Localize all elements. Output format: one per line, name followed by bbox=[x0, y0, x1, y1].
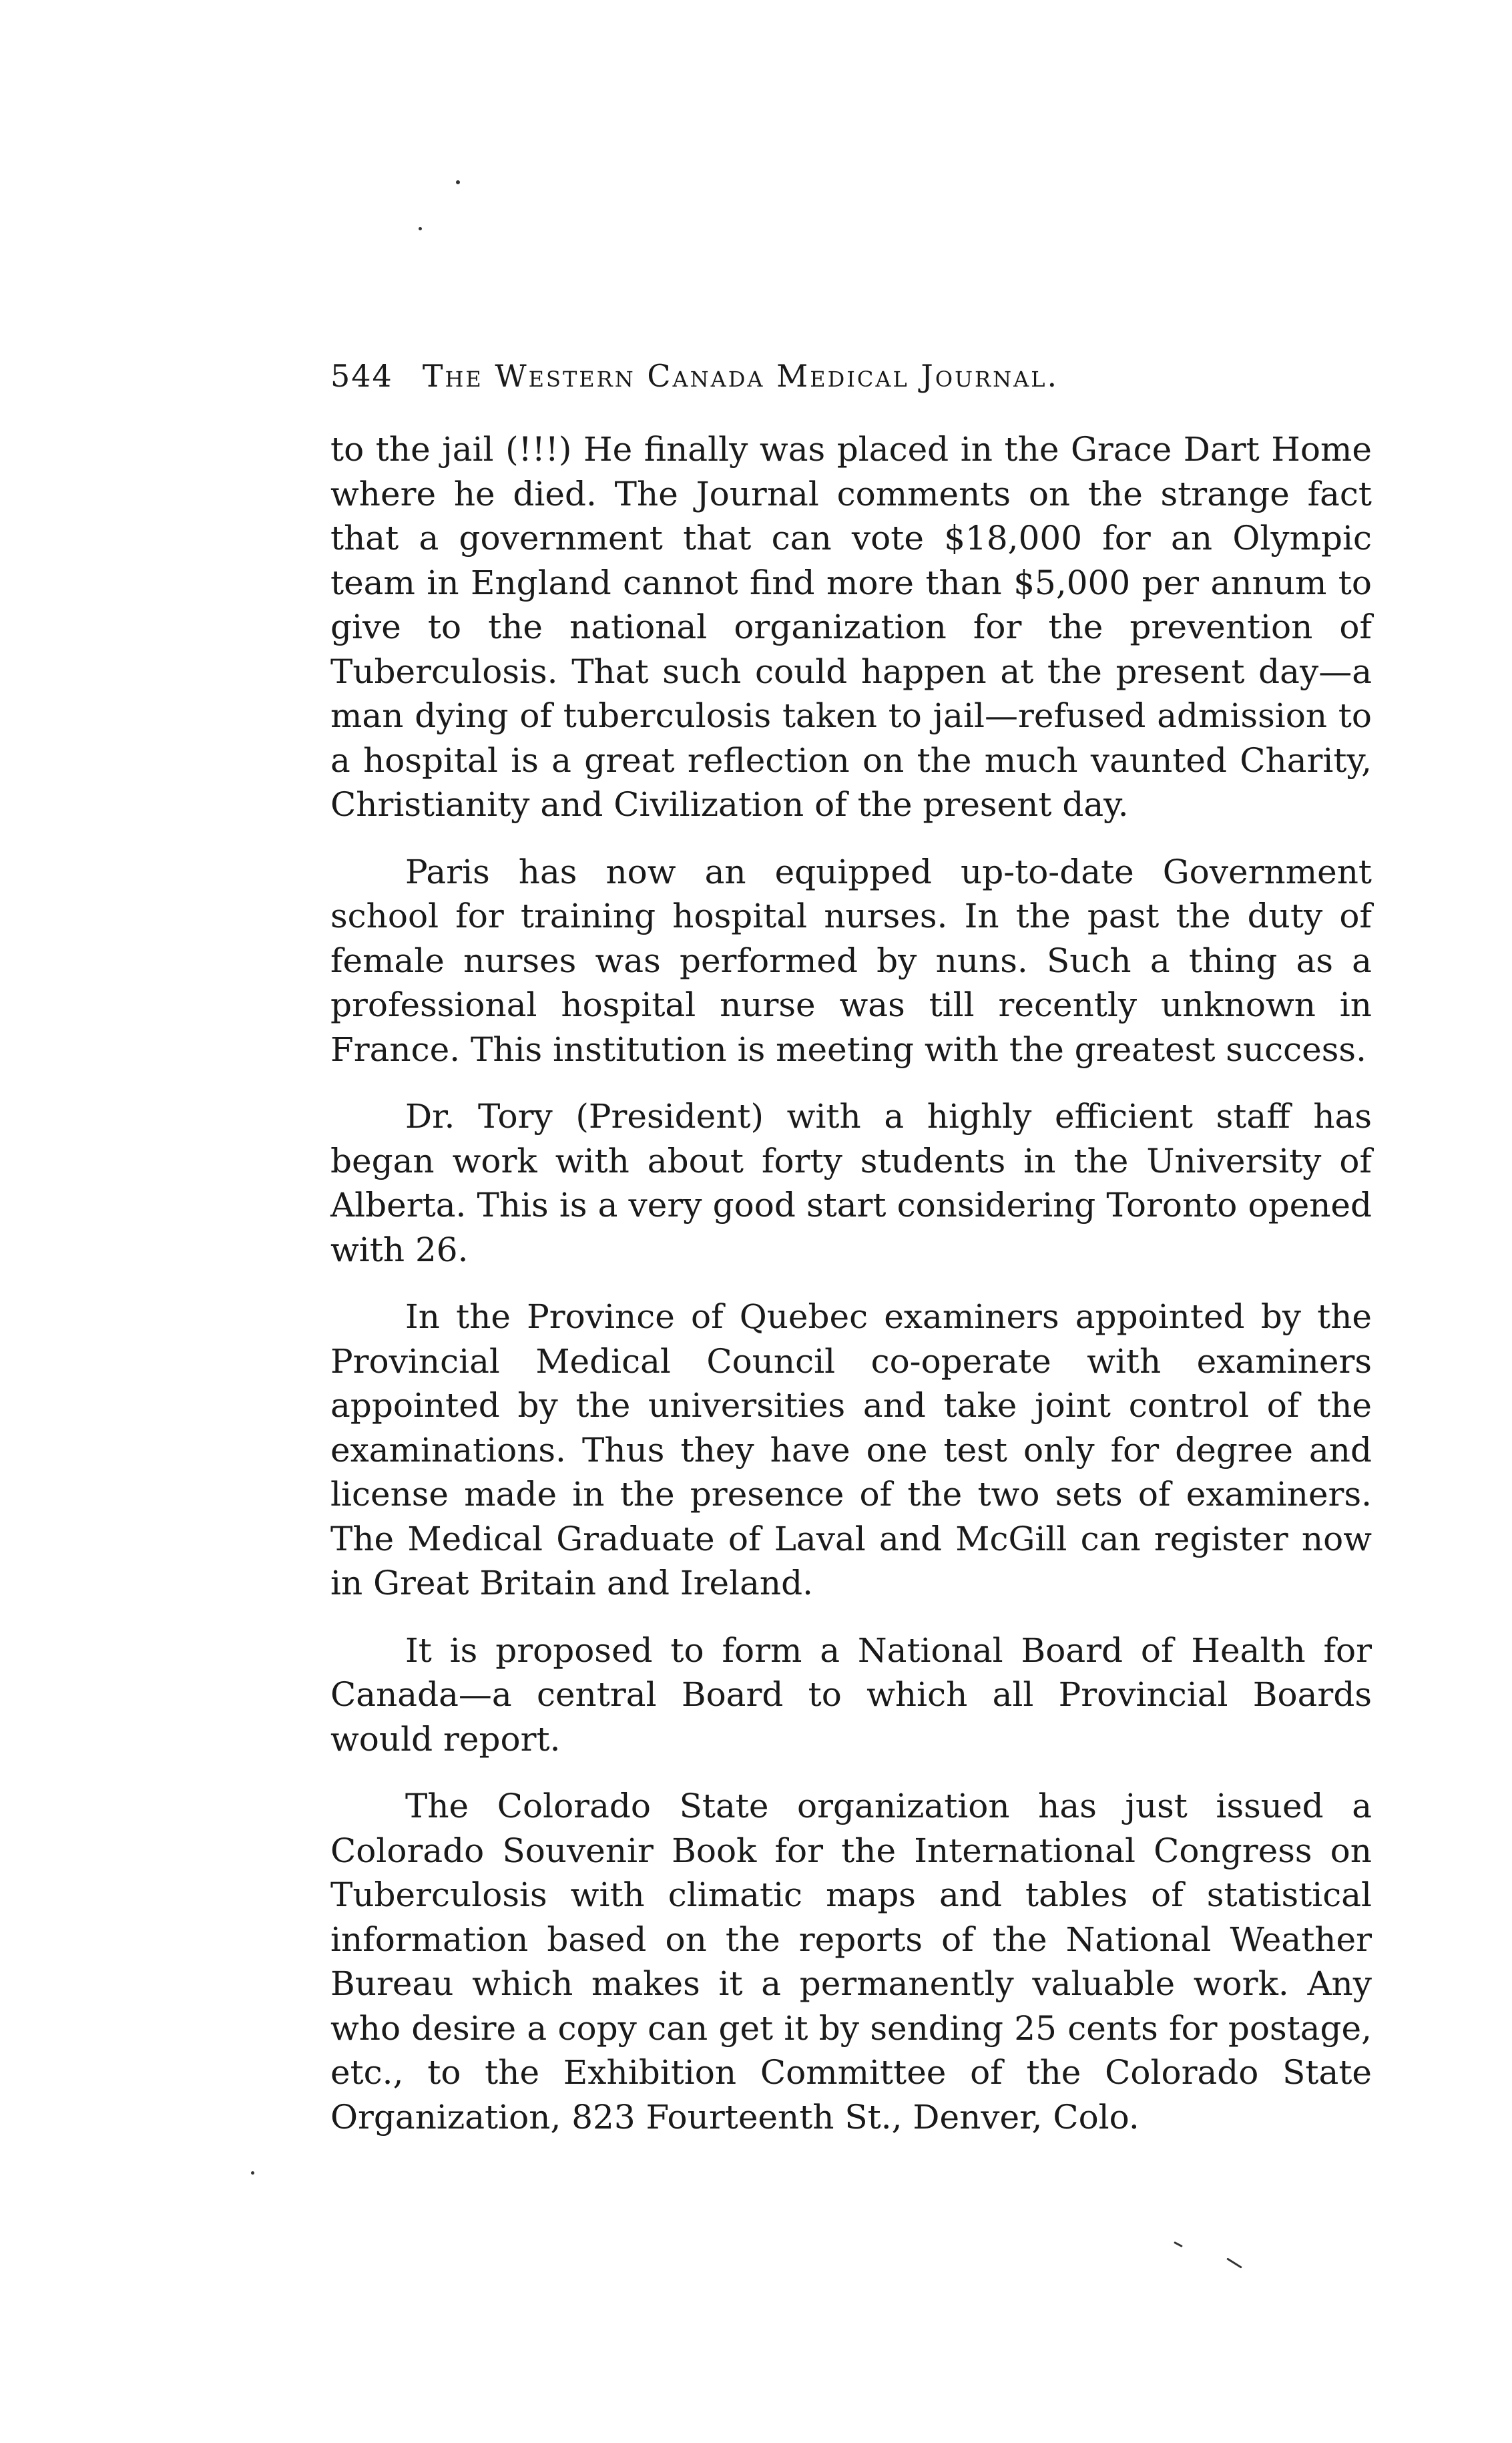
paragraph-university-alberta: Dr. Tory (President) with a highly efficient staff has began work with about forty students in the University of Alberta. This is a very good start considering Toronto opened with 26. bbox=[330, 1097, 1372, 1269]
page-number: 544 bbox=[330, 358, 393, 394]
scan-speck bbox=[456, 180, 460, 184]
scan-speck bbox=[419, 227, 422, 230]
paragraph-quebec-examiners: In the Province of Quebec examiners appointed by the Provincial Medical Council co-operate with examiners appointed by the universities and take joint control of the examinations. Thus they have one test only for degree and license made in the presence of the two sets of examiners. The Medical Graduate of Laval and McGill can register now in Great Britain and Ireland. bbox=[330, 1297, 1372, 1602]
scan-speck bbox=[251, 2171, 254, 2175]
paragraph-paris-nurses: Paris has now an equipped up-to-date Government school for training hospital nurses. In the past the duty of female nurses was performed by nuns. Such a thing as a professional hospital nurse was till recently unknown in France. This institution is meeting with the greatest success. bbox=[330, 852, 1372, 1069]
running-header bbox=[330, 358, 1372, 398]
paragraph-continuation: to the jail (!!!) He finally was placed in the Grace Dart Home where he died. The Journal comments on the strange fact that a government that can vote $18,000 for an Olympic team in England cannot find more than $5,000 per annum to give to the national organization for the prevention of Tuberculosis. That such could happen at the present day—a man dying of tuberculosis taken to jail—refused admission to a hospital is a great reflection on the much vaunted Charity, Christianity and Civilization of the present day. bbox=[330, 430, 1372, 824]
paragraph-board-of-health: It is proposed to form a National Board of Health for Canada—a central Board to which all Provincial Boards would report. bbox=[330, 1630, 1372, 1759]
journal-title: The Western Canada Medical Journal. bbox=[422, 358, 1059, 394]
end-flourish bbox=[1226, 2257, 1242, 2268]
paragraph-colorado-souvenir: The Colorado State organization has just issued a Colorado Souvenir Book for the International Congress on Tuberculosis with climatic maps and tables of statistical information based on the reports of the National Weather Bureau which makes it a permanently valuable work. Any who desire a copy can get it by sending 25 cents for postage, etc., to the Exhibition Committee of the Colorado State Organization, 823 Fourteenth St., Denver, Colo. bbox=[330, 1787, 1372, 2137]
article-body bbox=[330, 427, 1372, 2162]
end-flourish bbox=[1174, 2241, 1183, 2247]
